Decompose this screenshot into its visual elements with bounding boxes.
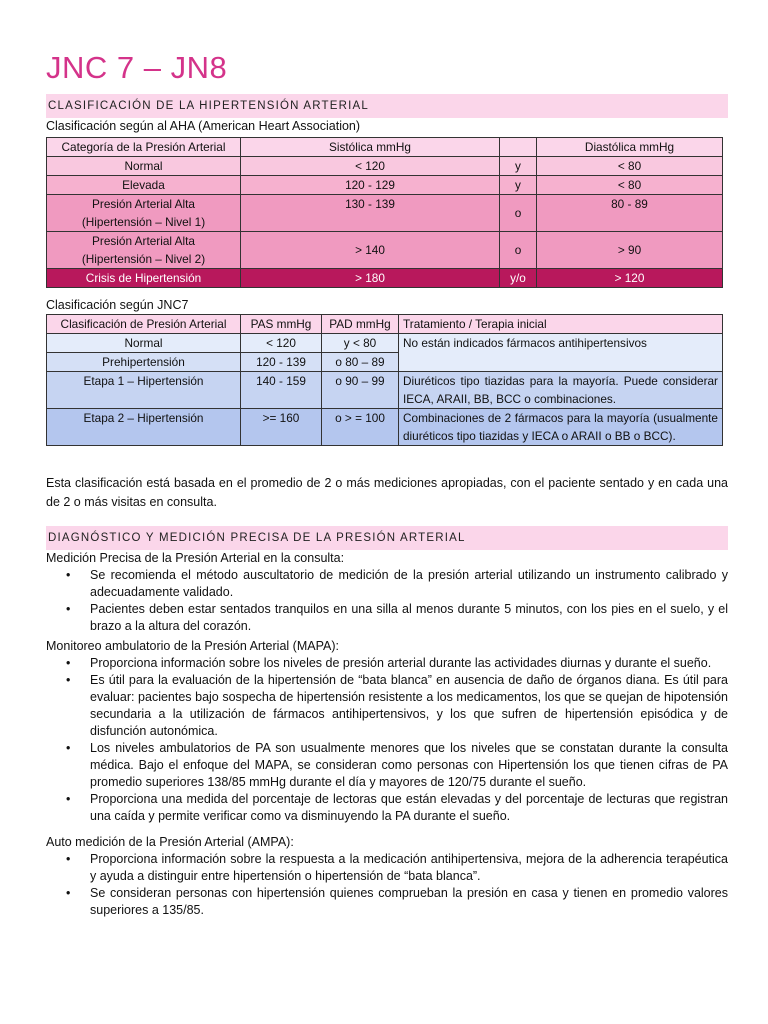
pad-cell: o 90 – 99 — [322, 372, 399, 409]
conjunction-cell: o — [500, 232, 537, 269]
pas-cell: 140 - 159 — [241, 372, 322, 409]
systolic-cell: > 180 — [241, 269, 500, 288]
category-line: Presión Arterial Alta — [92, 234, 195, 248]
category-cell: Elevada — [47, 176, 241, 195]
systolic-cell: < 120 — [241, 157, 500, 176]
table-row — [47, 157, 723, 176]
aha-caption: Clasificación según al AHA (American Heart Association) — [46, 119, 361, 133]
table-header-cell — [500, 138, 537, 157]
pas-cell: >= 160 — [241, 409, 322, 446]
pad-cell: o 80 – 89 — [322, 353, 399, 372]
list-item-text: Proporciona información sobre la respuesta a la medicación antihipertensiva, mejora de la adherencia terapéutica y ayuda a distinguir entre hipertensión o hipertensión de “bata blanca”. — [90, 852, 728, 883]
table-row — [47, 334, 723, 353]
classification-cell: Prehipertensión — [47, 353, 241, 372]
pad-cell: o > = 100 — [322, 409, 399, 446]
measurement-group-ampa — [46, 834, 728, 919]
category-line: (Hipertensión – Nivel 1) — [81, 215, 206, 229]
diastolic-cell: 80 - 89 — [537, 195, 723, 232]
table-header-cell: Clasificación de Presión Arterial — [47, 315, 241, 334]
category-cell — [47, 195, 241, 232]
systolic-cell: 130 - 139 — [241, 195, 500, 232]
group-title: Medición Precisa de la Presión Arterial en la consulta: — [46, 551, 345, 565]
list-item — [46, 740, 728, 791]
pad-cell: y < 80 — [322, 334, 399, 353]
bullet-icon: • — [66, 886, 71, 900]
treatment-cell: Diuréticos tipo tiazidas para la mayoría. Puede considerar IECA, ARAII, BB, BCC o combinaciones. — [399, 372, 723, 409]
list-item — [46, 851, 728, 885]
list-item — [46, 791, 728, 825]
systolic-cell: 120 - 129 — [241, 176, 500, 195]
table-header-cell: Diastólica mmHg — [537, 138, 723, 157]
table-row — [47, 372, 723, 409]
measurement-group-mapa — [46, 638, 728, 825]
conjunction-cell: o — [500, 195, 537, 232]
diastolic-cell: > 90 — [537, 232, 723, 269]
bullet-list — [46, 655, 728, 825]
group-title: Monitoreo ambulatorio de la Presión Arterial (MAPA): — [46, 639, 339, 653]
conjunction-cell: y — [500, 157, 537, 176]
table-header-cell: Sistólica mmHg — [241, 138, 500, 157]
category-cell — [47, 232, 241, 269]
treatment-cell: No están indicados fármacos antihipertensivos — [399, 334, 723, 372]
list-item-text: Se recomienda el método auscultatorio de medición de la presión arterial utilizando un instrumento calibrado y adecuadamente validado. — [90, 568, 728, 599]
section-heading-diagnostico: DIAGNÓSTICO Y MEDICIÓN PRECISA DE LA PRESIÓN ARTERIAL — [46, 526, 728, 550]
list-item — [46, 655, 728, 672]
bullet-icon: • — [66, 852, 71, 866]
bullet-icon: • — [66, 568, 71, 582]
category-cell: Crisis de Hipertensión — [47, 269, 241, 288]
list-item-text: Proporciona información sobre los niveles de presión arterial durante las actividades diurnas y durante el sueño. — [90, 656, 712, 670]
table-header-cell: PAD mmHg — [322, 315, 399, 334]
table-header-cell: Tratamiento / Terapia inicial — [399, 315, 723, 334]
list-item-text: Proporciona una medida del porcentaje de lectoras que están elevadas y del porcentaje de lecturas que registran una caída y permite verificar como va disminuyendo la PA durante el sueño. — [90, 792, 728, 823]
list-item-text: Los niveles ambulatorios de PA son usualmente menores que los niveles que se constatan durante la consulta médica. Bajo el enfoque del MAPA, se consideran como personas con Hipertensión los que tienen cifras de PA promedio superiores 138/85 mmHg durante el día y mayores de 120/75 durante el sueño. — [90, 741, 728, 789]
pas-cell: < 120 — [241, 334, 322, 353]
conjunction-cell: y/o — [500, 269, 537, 288]
list-item — [46, 601, 728, 635]
diastolic-cell: < 80 — [537, 176, 723, 195]
group-title: Auto medición de la Presión Arterial (AMPA): — [46, 835, 294, 849]
table-header-row — [47, 138, 723, 157]
section-heading-clasificacion: CLASIFICACIÓN DE LA HIPERTENSIÓN ARTERIAL — [46, 94, 728, 118]
classification-note: Esta clasificación está basada en el promedio de 2 o más mediciones apropiadas, con el paciente sentado y en cada una de 2 o más visitas en consulta. — [46, 476, 728, 509]
classification-cell: Etapa 1 – Hipertensión — [47, 372, 241, 409]
bullet-icon: • — [66, 741, 71, 755]
diastolic-cell: > 120 — [537, 269, 723, 288]
list-item — [46, 672, 728, 740]
bullet-list — [46, 851, 728, 919]
table-row — [47, 409, 723, 446]
classification-cell: Normal — [47, 334, 241, 353]
list-item-text: Se consideran personas con hipertensión quienes comprueban la presión en casa y tienen en promedio valores superiores a 135/85. — [90, 886, 728, 917]
bullet-icon: • — [66, 656, 71, 670]
classification-cell: Etapa 2 – Hipertensión — [47, 409, 241, 446]
measurement-group-consulta — [46, 550, 728, 635]
bullet-icon: • — [66, 602, 71, 616]
category-line: (Hipertensión – Nivel 2) — [81, 252, 206, 266]
table-row — [47, 176, 723, 195]
jnc7-caption: Clasificación según JNC7 — [46, 298, 189, 312]
aha-classification-table — [46, 137, 723, 288]
systolic-cell: > 140 — [241, 232, 500, 269]
bullet-list — [46, 567, 728, 635]
table-header-cell: Categoría de la Presión Arterial — [47, 138, 241, 157]
list-item-text: Pacientes deben estar sentados tranquilos en una silla al menos durante 5 minutos, con los pies en el suelo, y el brazo a la altura del corazón. — [90, 602, 728, 633]
pas-cell: 120 - 139 — [241, 353, 322, 372]
table-header-row — [47, 315, 723, 334]
table-header-cell: PAS mmHg — [241, 315, 322, 334]
bullet-icon: • — [66, 792, 71, 806]
diastolic-cell: < 80 — [537, 157, 723, 176]
table-row — [47, 195, 723, 232]
list-item — [46, 885, 728, 919]
bullet-icon: • — [66, 673, 71, 687]
page-title: JNC 7 – JN8 — [46, 50, 228, 85]
list-item-text: Es útil para la evaluación de la hipertensión de “bata blanca” en ausencia de daño de órganos diana. Es útil para evaluar: pacientes bajo sospecha de hipertensión resistente a los medicamentos, los que se quejan de hipotensión secundaria a la utilización de fármacos antihipertensivos, y los que sufren de hipertensión episódica y de disfunción autonómica. — [90, 673, 728, 738]
conjunction-cell: y — [500, 176, 537, 195]
category-line: Presión Arterial Alta — [92, 197, 195, 211]
table-row — [47, 269, 723, 288]
table-row — [47, 232, 723, 269]
category-cell: Normal — [47, 157, 241, 176]
list-item — [46, 567, 728, 601]
jnc7-classification-table — [46, 314, 723, 446]
treatment-cell: Combinaciones de 2 fármacos para la mayoría (usualmente diuréticos tipo tiazidas y IECA o ARAII o BB o BCC). — [399, 409, 723, 446]
